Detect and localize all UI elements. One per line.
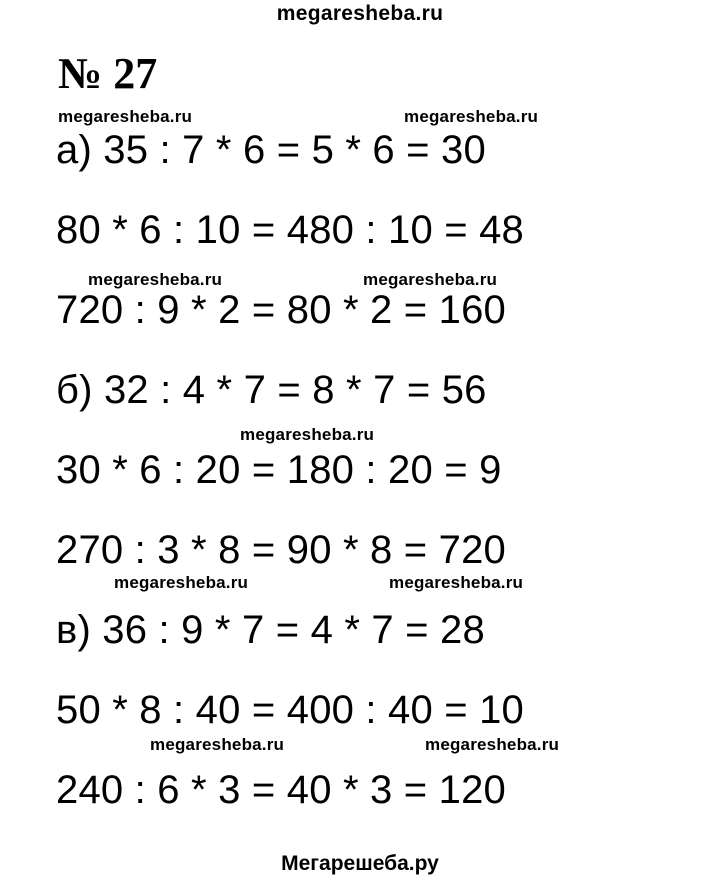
watermark: megaresheba.ru (363, 270, 498, 289)
equation-line: б) 32 : 4 * 7 = 8 * 7 = 56 (56, 368, 487, 412)
equation-line: 80 * 6 : 10 = 480 : 10 = 48 (56, 208, 524, 252)
watermark: megaresheba.ru (404, 107, 539, 126)
watermark: megaresheba.ru (88, 270, 223, 289)
equation-line: 50 * 8 : 40 = 400 : 40 = 10 (56, 688, 524, 732)
watermark: megaresheba.ru (58, 107, 193, 126)
equation-line: 240 : 6 * 3 = 40 * 3 = 120 (56, 768, 507, 812)
watermark: megaresheba.ru (240, 425, 375, 444)
watermark: megaresheba.ru (114, 573, 249, 592)
equation-line: 270 : 3 * 8 = 90 * 8 = 720 (56, 528, 507, 572)
watermark: megaresheba.ru (425, 735, 560, 754)
site-footer: Мегарешеба.ру (281, 852, 439, 875)
watermark: megaresheba.ru (389, 573, 524, 592)
task-number: № 27 (58, 49, 158, 98)
equation-line: 720 : 9 * 2 = 80 * 2 = 160 (56, 288, 507, 332)
equation-line: в) 36 : 9 * 7 = 4 * 7 = 28 (56, 608, 485, 652)
equation-line: а) 35 : 7 * 6 = 5 * 6 = 30 (56, 128, 486, 172)
equation-line: 30 * 6 : 20 = 180 : 20 = 9 (56, 448, 502, 492)
watermark: megaresheba.ru (150, 735, 285, 754)
site-header: megaresheba.ru (276, 2, 444, 25)
